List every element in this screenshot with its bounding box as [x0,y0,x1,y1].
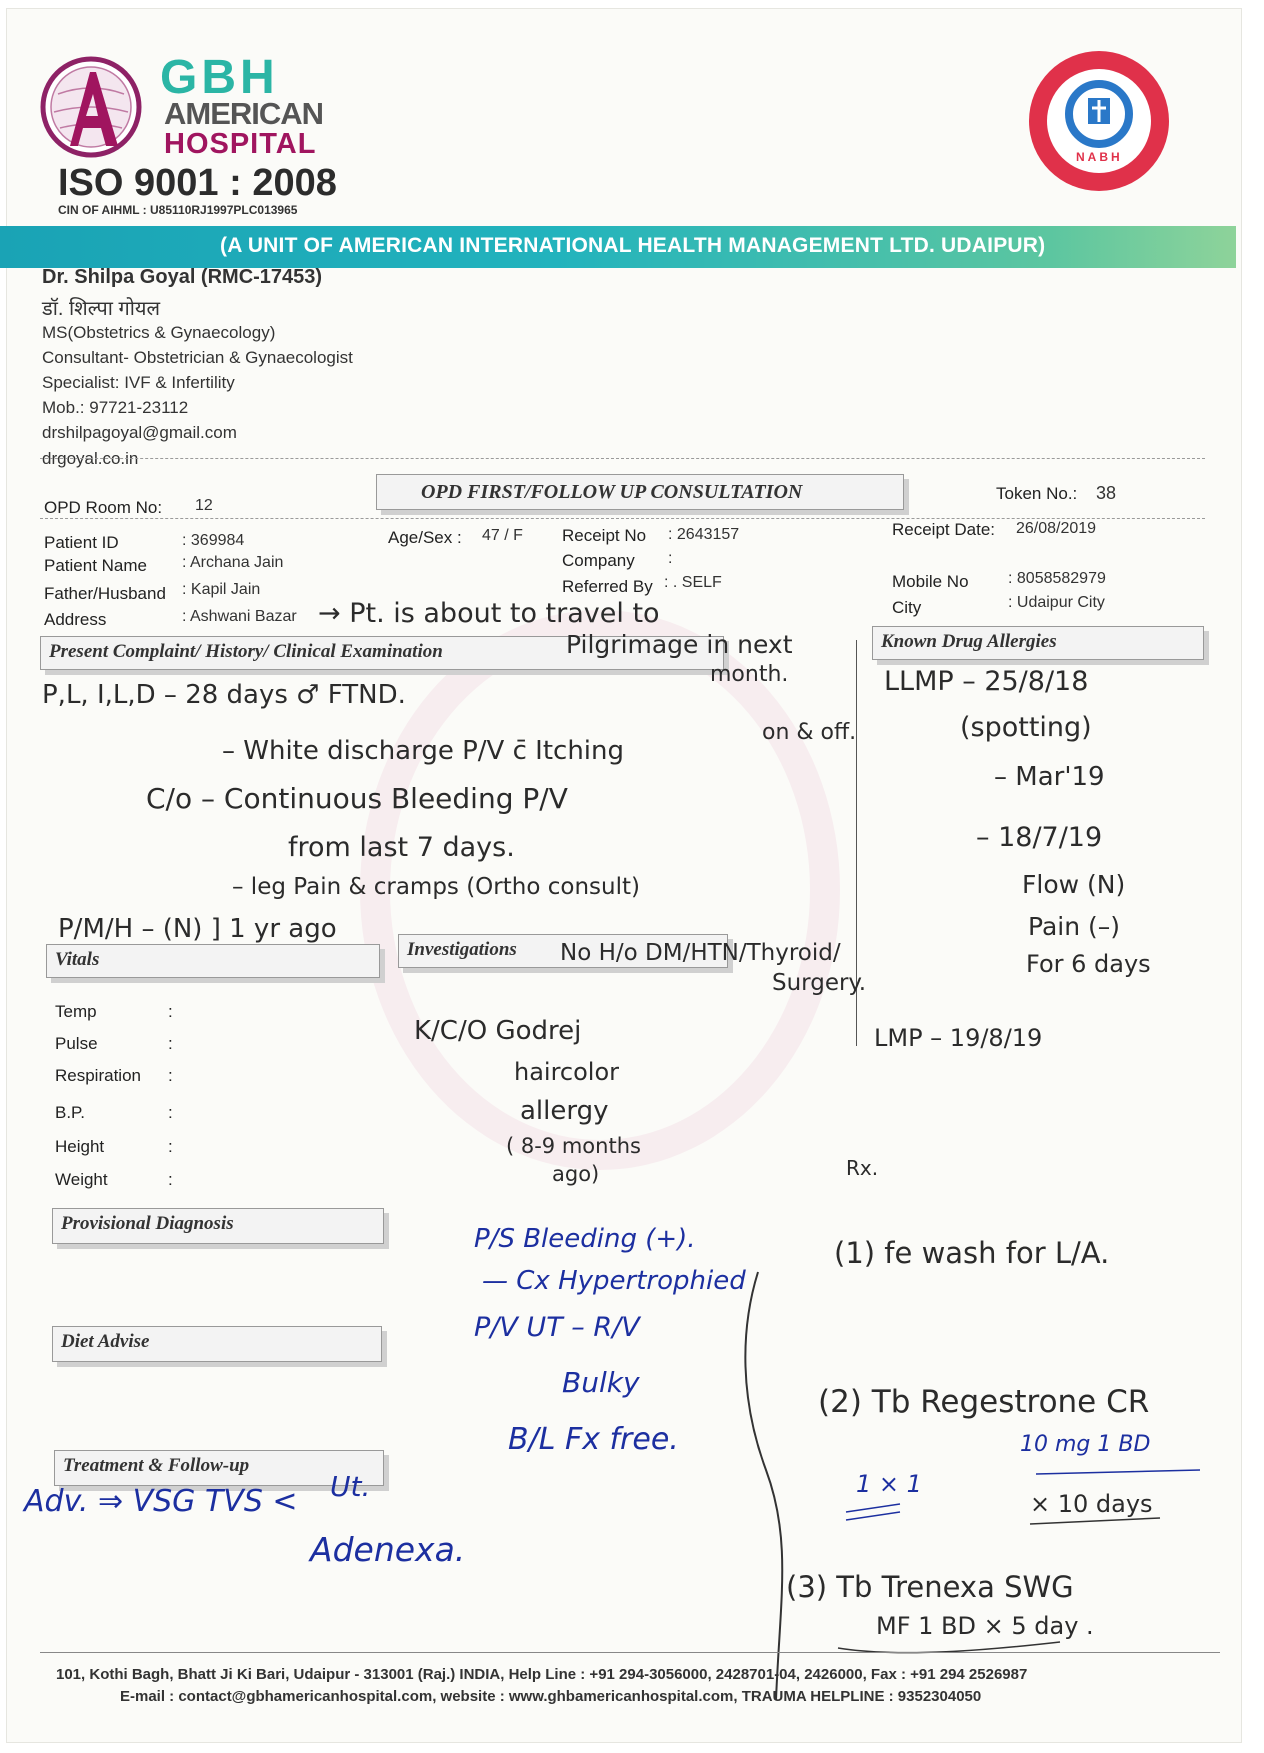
vital-weight: Weight [55,1170,108,1189]
vital-bp: B.P. [55,1103,85,1122]
unit-banner-text: (A UNIT OF AMERICAN INTERNATIONAL HEALTH MANAGEMENT LTD. UDAIPUR) [220,234,1046,257]
token-value: 38 [1096,483,1117,503]
brand-gbh: GBH [160,51,279,104]
doctor-specialist: Specialist: IVF & Infertility [42,373,235,392]
receipt-date-value: 26/08/2019 [1016,520,1097,537]
investigations-section-title: Investigations [407,939,517,960]
doctor-email: drshilpagoyal@gmail.com [42,423,237,442]
note-r2: (2) Tb Regestrone CR [818,1384,1150,1420]
doctor-name: Dr. Shilpa Goyal (RMC-17453) [42,266,323,288]
note-line7b: Surgery. [772,970,867,996]
footer-address: 101, Kothi Bagh, Bhatt Ji Ki Bari, Udaipur - 313001 (Raj.) INDIA, Help Line : +91 294-3056000, 2428701-04, 2426000, Fax : +91 294 2526987 [56,1666,1028,1683]
vital-colon: : [168,1002,173,1021]
brand-hospital: HOSPITAL [164,128,317,160]
note-line1: P,L, I,L,D – 28 days ♂ FTND. [42,680,406,710]
note-line2: – White discharge P/V c̄ Itching [222,736,624,766]
vital-colon: : [168,1137,173,1156]
vital-colon: : [168,1066,173,1085]
note-d4: Bulky [562,1366,640,1399]
note-line5: – leg Pain & cramps (Ortho consult) [232,874,640,900]
note-t1: Adv. ⇒ VSG TVS < [24,1484,298,1519]
note-k4: ( 8-9 months [506,1134,641,1158]
cin-label: CIN OF AIHML : U85110RJ1997PLC013965 [58,203,298,217]
treatment-section-title: Treatment & Follow-up [63,1455,250,1476]
note-r3: 1 × 1 [856,1470,922,1498]
note-line7: No H/o DM/HTN/Thyroid/ [560,940,841,966]
note-a6: Pain (–) [1028,912,1121,941]
note-pilgrimage: Pilgrimage in next [566,630,793,659]
vital-pulse: Pulse [55,1034,98,1053]
company-label: Company [562,551,635,570]
doctor-website: drgoyal.co.in [42,449,139,468]
note-k1: K/C/O Godrej [414,1016,582,1046]
doctor-degree: MS(Obstetrics & Gynaecology) [42,323,276,342]
note-t1b: Ut. [330,1470,371,1503]
note-a7: For 6 days [1026,950,1151,978]
mobile-value: : 8058582979 [1008,570,1106,587]
note-r7: MF 1 BD × 5 day . [876,1612,1094,1640]
complaint-section-title: Present Complaint/ History/ Clinical Examination [49,641,443,662]
note-k2: haircolor [514,1058,620,1086]
referred-value: : . SELF [664,574,722,591]
footer-separator [40,1652,1220,1653]
brand-american: AMERICAN [164,96,324,131]
note-rx: Rx. [846,1156,879,1180]
note-d3: P/V UT – R/V [474,1312,640,1343]
referred-label: Referred By [562,577,653,596]
address-value: : Ashwani Bazar [182,608,297,625]
receipt-value: : 2643157 [668,526,740,543]
note-a3: – Mar'19 [994,762,1105,792]
note-d2: — Cx Hypertrophied [482,1266,746,1296]
vital-colon: : [168,1170,173,1189]
form-title-text: OPD FIRST/FOLLOW UP CONSULTATION [421,481,803,503]
note-t2: Adenexa. [310,1530,466,1569]
note-r5: × 10 days [1030,1490,1153,1518]
mobile-label: Mobile No [892,572,969,591]
father-label: Father/Husband [44,584,166,603]
vital-temp: Temp [55,1002,97,1021]
note-a5: Flow (N) [1022,870,1126,899]
patient-name-label: Patient Name [44,556,147,575]
city-value: : Udaipur City [1008,594,1105,611]
note-a2: (spotting) [960,712,1092,743]
vitals-section-title: Vitals [55,949,100,970]
patient-id-label: Patient ID [44,533,119,552]
opd-room-value: 12 [195,497,213,514]
opd-room-label: OPD Room No: [44,498,163,517]
note-line4: from last 7 days. [288,832,515,863]
doctor-mobile: Mob.: 97721-23112 [42,398,189,417]
agesex-value: 47 / F [482,527,523,544]
note-line2b: on & off. [762,720,857,745]
note-r1: (1) fe wash for L/A. [834,1236,1110,1270]
note-d1: P/S Bleeding (+). [474,1224,696,1254]
note-line3: C/o – Continuous Bleeding P/V [146,782,568,815]
iso-label: ISO 9001 : 2008 [58,162,337,204]
note-month: month. [710,662,789,687]
address-label: Address [44,610,107,629]
note-a8: LMP – 19/8/19 [874,1024,1043,1052]
company-value: : [668,550,673,567]
diet-section-title: Diet Advise [61,1331,150,1352]
footer-contact: E-mail : contact@gbhamericanhospital.com, website : www.ghbamericanhospital.com, TRAUMA HELPLINE : 9352304050 [120,1688,982,1705]
vital-respiration: Respiration [55,1066,141,1085]
doctor-name-hindi: डॉ. शिल्पा गोयल [42,298,161,320]
allergies-section-title: Known Drug Allergies [881,631,1057,652]
note-d5: B/L Fx free. [508,1422,679,1457]
note-k3: allergy [520,1096,609,1126]
agesex-label: Age/Sex : [388,528,462,547]
receipt-label: Receipt No [562,526,647,545]
patient-id-value: : 369984 [182,532,245,549]
receipt-date-label: Receipt Date: [892,520,995,539]
vital-colon: : [168,1034,173,1053]
doctor-title: Consultant- Obstetrician & Gynaecologist [42,348,353,367]
note-r4: 10 mg 1 BD [1020,1432,1151,1457]
diagnosis-section-title: Provisional Diagnosis [61,1213,234,1234]
city-label: City [892,598,922,617]
note-line6: P/M/H – (N) ] 1 yr ago [58,914,337,944]
patient-name-value: : Archana Jain [182,554,284,571]
vital-colon: : [168,1103,173,1122]
token-label: Token No.: [996,484,1078,503]
nabh-label: NABH [1076,150,1123,164]
note-k5: ago) [552,1162,600,1186]
father-value: : Kapil Jain [182,581,261,598]
note-travel: → Pt. is about to travel to [318,598,660,629]
note-a4: – 18/7/19 [976,822,1103,853]
note-r6: (3) Tb Trenexa SWG [786,1570,1074,1604]
vital-height: Height [55,1137,105,1156]
note-a1: LLMP – 25/8/18 [884,666,1089,697]
